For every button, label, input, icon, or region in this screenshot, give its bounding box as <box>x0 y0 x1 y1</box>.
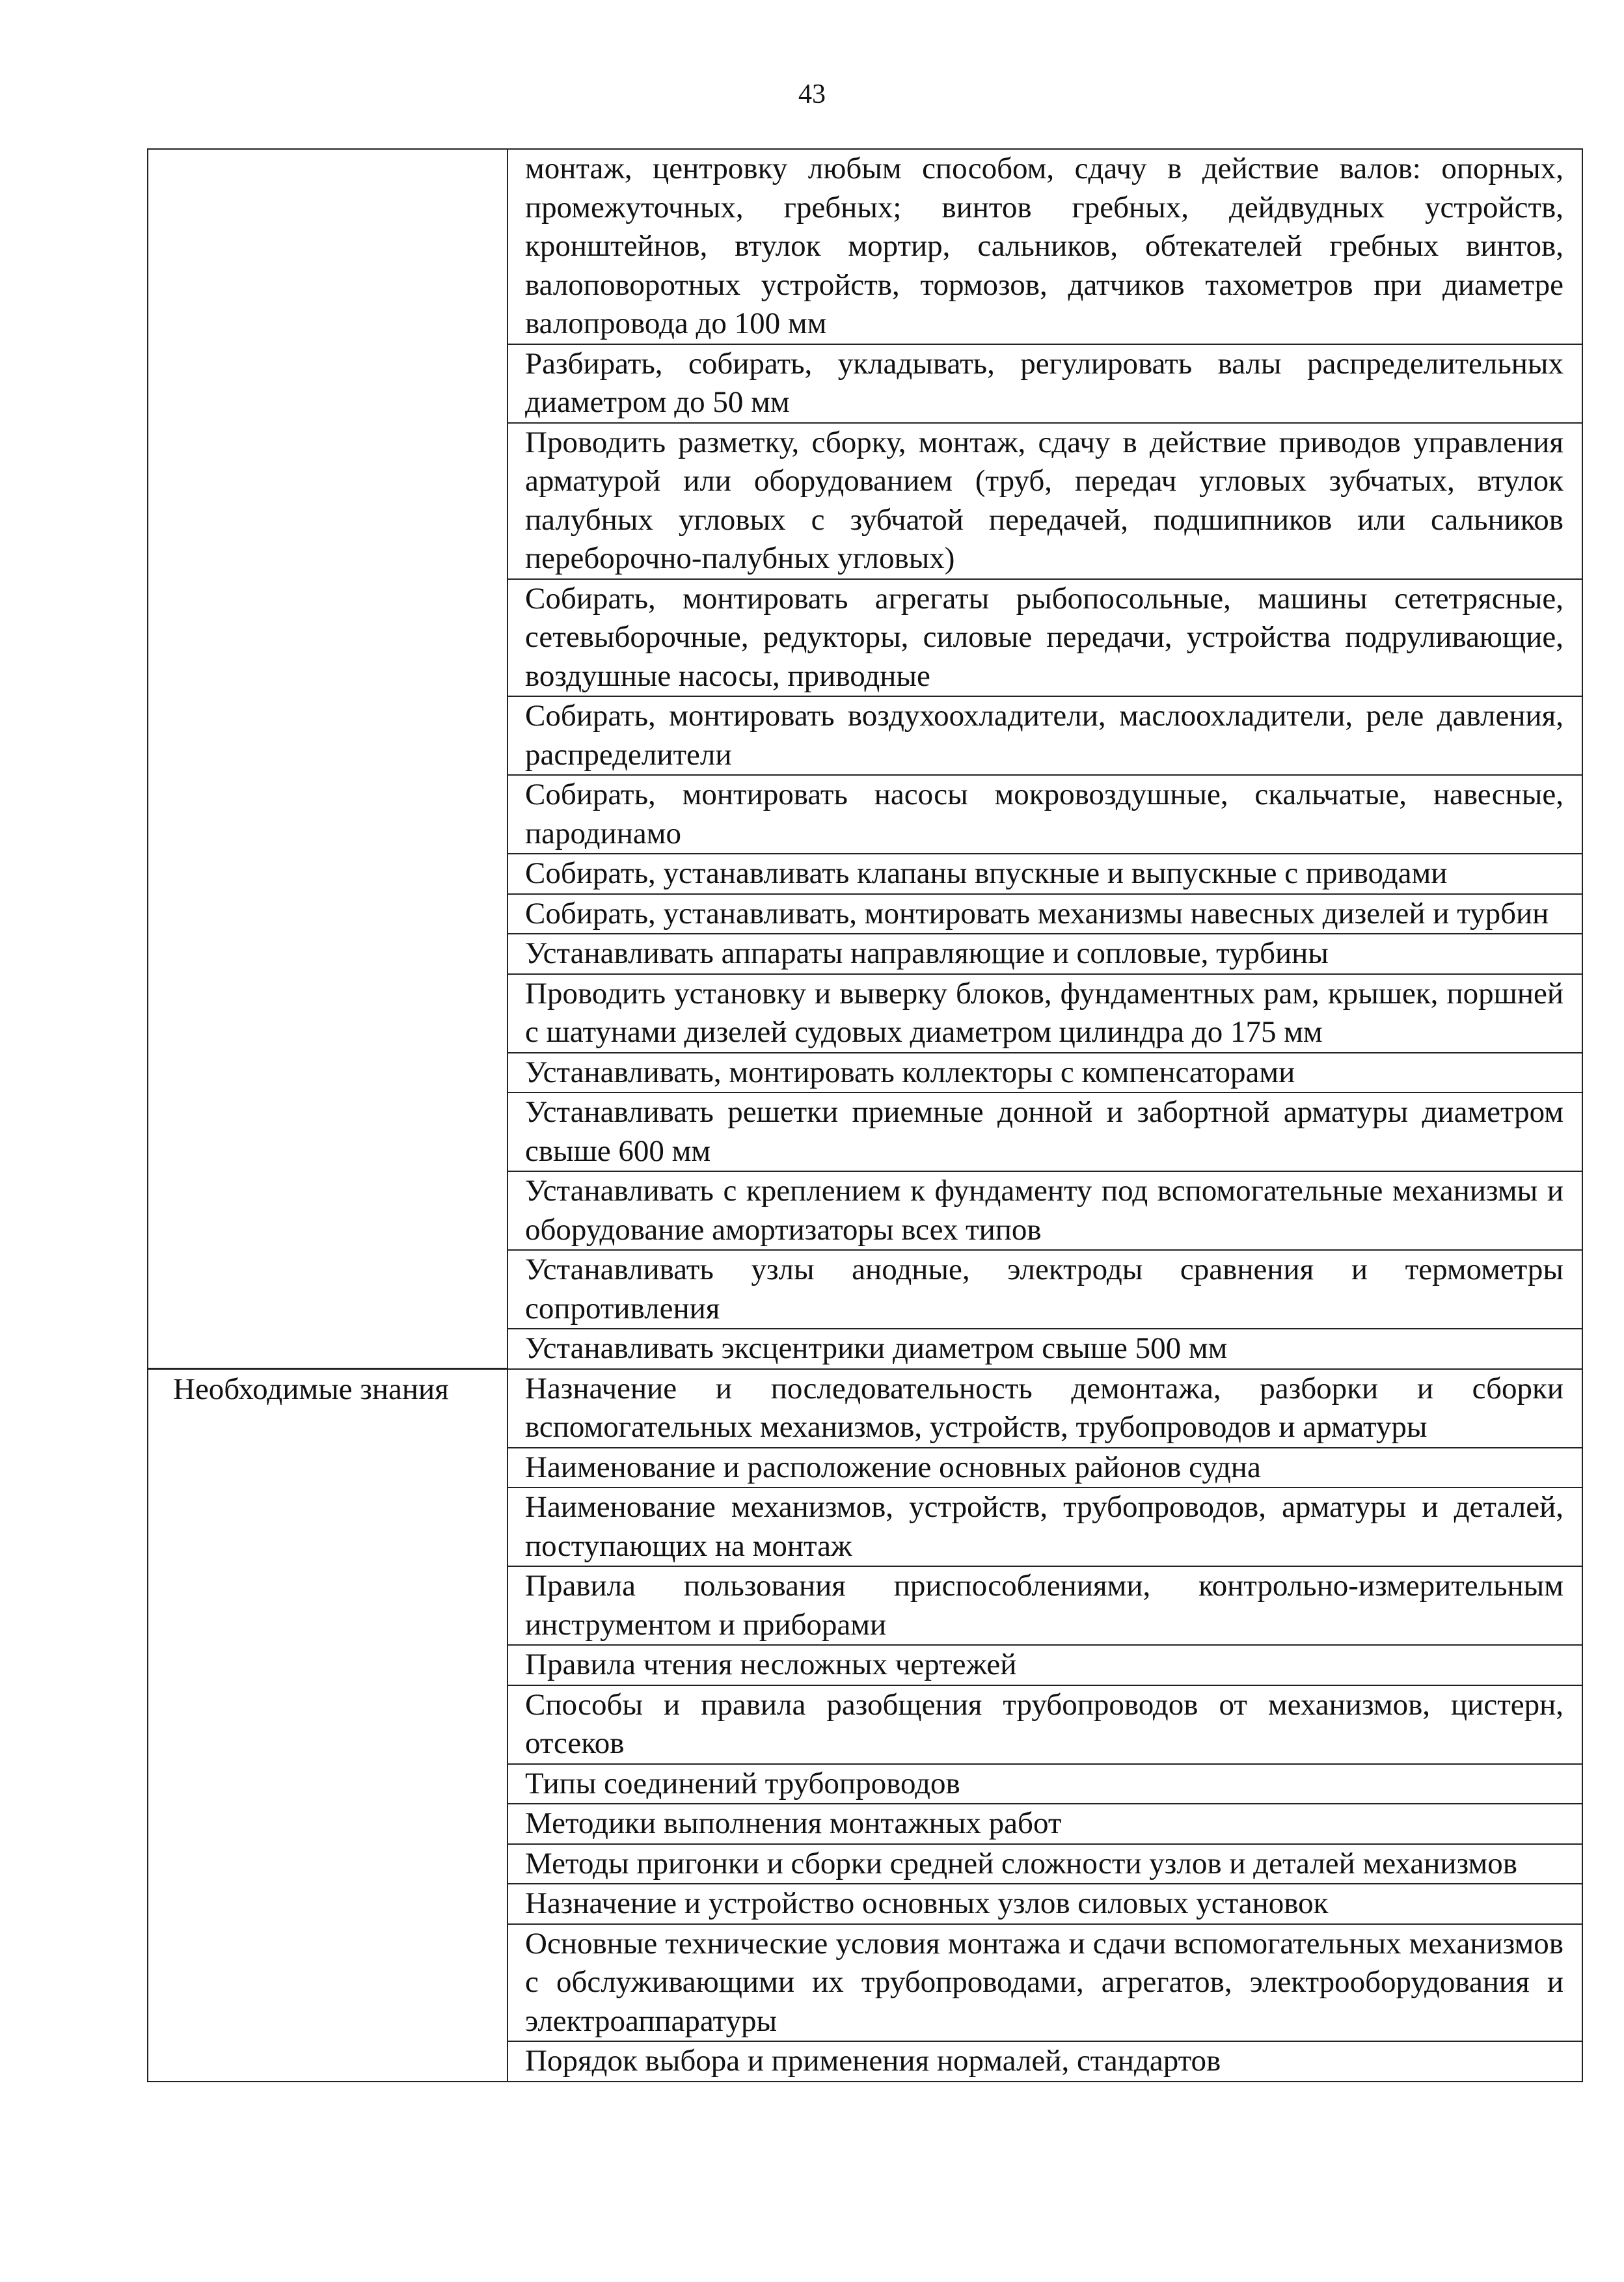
requirement-text: Наименование механизмов, устройств, трубопроводов, арматуры и деталей, поступающих на монтаж <box>525 1490 1563 1563</box>
section-label-empty <box>148 149 508 1369</box>
requirement-text: Устанавливать решетки приемные донной и забортной арматуры диаметром свыше 600 мм <box>525 1095 1563 1168</box>
requirement-item <box>508 1448 1582 1488</box>
requirement-item <box>508 1369 1582 1448</box>
requirement-item <box>508 1804 1582 1844</box>
requirement-text: Проводить разметку, сборку, монтаж, сдачу в действие приводов управления арматурой или оборудованием (труб, передач угловых зубчатых, втулок палубных угловых с зубчатой передачей, подшипников или сальников переборочно-палубных угловых) <box>525 425 1563 575</box>
requirement-item <box>508 1566 1582 1645</box>
requirements-table <box>147 148 1583 2082</box>
requirement-item <box>508 2041 1582 2082</box>
requirement-item <box>508 974 1582 1053</box>
requirement-text: монтаж, центровку любым способом, сдачу в действие валов: опорных, промежуточных, гребных; винтов гребных, дейдвудных устройств, кронштейнов, втулок мортир, сальников, обтекателей гребных винтов, валоповоротных устройств, тормозов, датчиков тахометров при диаметре валопровода до 100 мм <box>525 152 1563 340</box>
requirement-text: Собирать, устанавливать, монтировать механизмы навесных дизелей и турбин <box>525 896 1549 930</box>
requirement-item <box>508 1764 1582 1804</box>
requirement-text: Назначение и устройство основных узлов силовых установок <box>525 1886 1329 1920</box>
requirement-item <box>508 1053 1582 1093</box>
requirement-text: Разбирать, собирать, укладывать, регулировать валы распределительных диаметром до 50 мм <box>525 346 1563 419</box>
requirement-text: Собирать, монтировать насосы мокровоздушные, скальчатые, навесные, пародинамо <box>525 778 1563 850</box>
requirement-item <box>508 696 1582 775</box>
requirement-item <box>508 934 1582 974</box>
requirement-text: Устанавливать аппараты направляющие и сопловые, турбины <box>525 936 1329 970</box>
table-body <box>148 149 1582 2082</box>
requirement-text: Порядок выбора и применения нормалей, стандартов <box>525 2044 1221 2078</box>
requirement-text: Устанавливать, монтировать коллекторы с компенсаторами <box>525 1055 1295 1089</box>
requirement-item <box>508 775 1582 854</box>
requirement-text: Методы пригонки и сборки средней сложности узлов и деталей механизмов <box>525 1846 1517 1881</box>
requirement-item <box>508 1171 1582 1250</box>
requirement-text: Способы и правила разобщения трубопроводов от механизмов, цистерн, отсеков <box>525 1687 1563 1760</box>
page-number: 43 <box>798 79 826 109</box>
requirement-item <box>508 579 1582 697</box>
requirement-text: Собирать, устанавливать клапаны впускные и выпускные с приводами <box>525 856 1448 890</box>
requirement-text: Устанавливать с креплением к фундаменту под вспомогательные механизмы и оборудование амортизаторы всех типов <box>525 1174 1563 1247</box>
requirement-item <box>508 1924 1582 2042</box>
requirement-item <box>508 344 1582 423</box>
requirement-text: Основные технические условия монтажа и сдачи вспомогательных механизмов с обслуживающими их трубопроводами, агрегатов, электрооборудования и электроаппаратуры <box>525 1926 1563 2038</box>
requirement-text: Правила пользования приспособлениями, контрольно-измерительным инструментом и приборами <box>525 1569 1563 1642</box>
requirement-text: Правила чтения несложных чертежей <box>525 1648 1017 1681</box>
requirement-item <box>508 1685 1582 1764</box>
requirement-item <box>508 1884 1582 1924</box>
requirement-item <box>508 894 1582 934</box>
requirement-text: Собирать, монтировать агрегаты рыбопосольные, машины сететрясные, сетевыборочные, редукторы, силовые передачи, устройства подруливающие, воздушные насосы, приводные <box>525 581 1563 693</box>
requirement-item <box>508 1844 1582 1884</box>
requirement-item <box>508 1329 1582 1369</box>
table-row <box>148 1369 1582 1448</box>
requirement-text: Наименование и расположение основных районов судна <box>525 1450 1261 1484</box>
requirement-item <box>508 1645 1582 1685</box>
requirement-text: Проводить установку и выверку блоков, фундаментных рам, крышек, поршней с шатунами дизелей судовых диаметром цилиндра до 175 мм <box>525 976 1563 1049</box>
requirement-text: Назначение и последовательность демонтажа, разборки и сборки вспомогательных механизмов, устройств, трубопроводов и арматуры <box>525 1371 1563 1444</box>
requirement-text: Типы соединений трубопроводов <box>525 1766 960 1800</box>
requirement-text: Устанавливать эксцентрики диаметром свыше 500 мм <box>525 1331 1228 1365</box>
requirement-item <box>508 854 1582 894</box>
requirement-item <box>508 423 1582 579</box>
requirement-text: Устанавливать узлы анодные, электроды сравнения и термометры сопротивления <box>525 1253 1563 1325</box>
table-row <box>148 149 1582 344</box>
requirement-item <box>508 1487 1582 1566</box>
requirement-text: Методики выполнения монтажных работ <box>525 1806 1062 1840</box>
requirement-item <box>508 1093 1582 1171</box>
section-label-knowledge: Необходимые знания <box>148 1369 508 2082</box>
requirement-item <box>508 1250 1582 1329</box>
requirement-text: Собирать, монтировать воздухоохладители, маслоохладители, реле давления, распределители <box>525 699 1563 772</box>
requirement-item <box>508 149 1582 344</box>
